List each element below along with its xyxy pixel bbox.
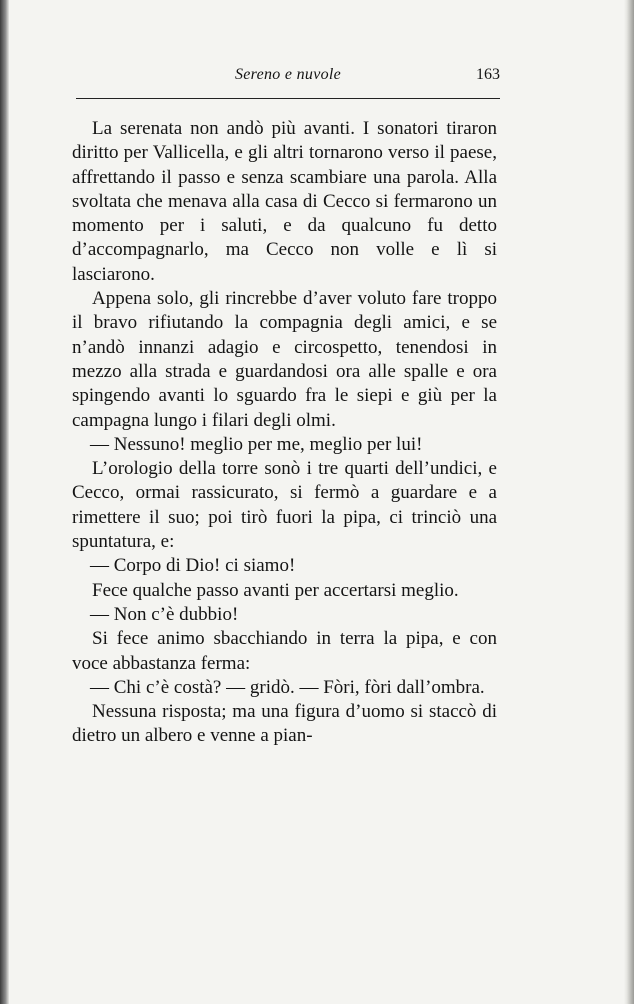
dialogue-line: — Chi c’è costà? — gridò. — Fòri, fòri dall’ombra. xyxy=(90,676,485,698)
running-head-title: Sereno e nuvole xyxy=(234,66,342,83)
paragraph: Fece qualche passo avanti per accertarsi meglio. xyxy=(92,579,459,601)
paragraph: Si fece animo sbacchiando in terra la pipa, e con voce abbastanza ferma: xyxy=(72,628,497,674)
dialogue-line: — Non c’è dubbio! xyxy=(90,603,239,625)
paragraph: La serenata non andò più avanti. I sonatori tiraron diritto per Vallicella, e gli altri tornarono verso il paese, affrettando il passo e senza scambiare una parola. Alla svoltata che menava alla casa di Cecco si fermarono un momento per i saluti, e da qualcuno fu detto d’accompagnarlo, ma Cecco non volle e lì si lasciarono. xyxy=(72,118,497,285)
body-text xyxy=(72,117,497,749)
running-head xyxy=(76,66,500,92)
paragraph: Appena solo, gli rincrebbe d’aver voluto fare troppo il bravo rifiutando la compagnia degli amici, e se n’andò innanzi adagio e circospetto, tenendosi in mezzo alla strada e guardandosi ora alle spalle e ora spingendo avanti lo sguardo fra le siepi e giù per la campagna lungo i filari degli olmi. xyxy=(72,288,497,431)
header-rule xyxy=(76,98,500,99)
page-spine-shadow xyxy=(0,0,9,1004)
page-number: 163 xyxy=(476,66,500,83)
dialogue-line: — Corpo di Dio! ci siamo! xyxy=(90,555,296,577)
paragraph: Nessuna risposta; ma una figura d’uomo si staccò di dietro un albero e venne a pian- xyxy=(72,701,497,747)
page-edge-shadow xyxy=(624,0,634,1004)
paragraph: L’orologio della torre sonò i tre quarti dell’undici, e Cecco, ormai rassicurato, si fermò a guardare e a rimettere il suo; poi tirò fuori la pipa, ci trinciò una spuntatura, e: xyxy=(72,458,497,553)
dialogue-line: — Nessuno! meglio per me, meglio per lui! xyxy=(90,433,423,455)
